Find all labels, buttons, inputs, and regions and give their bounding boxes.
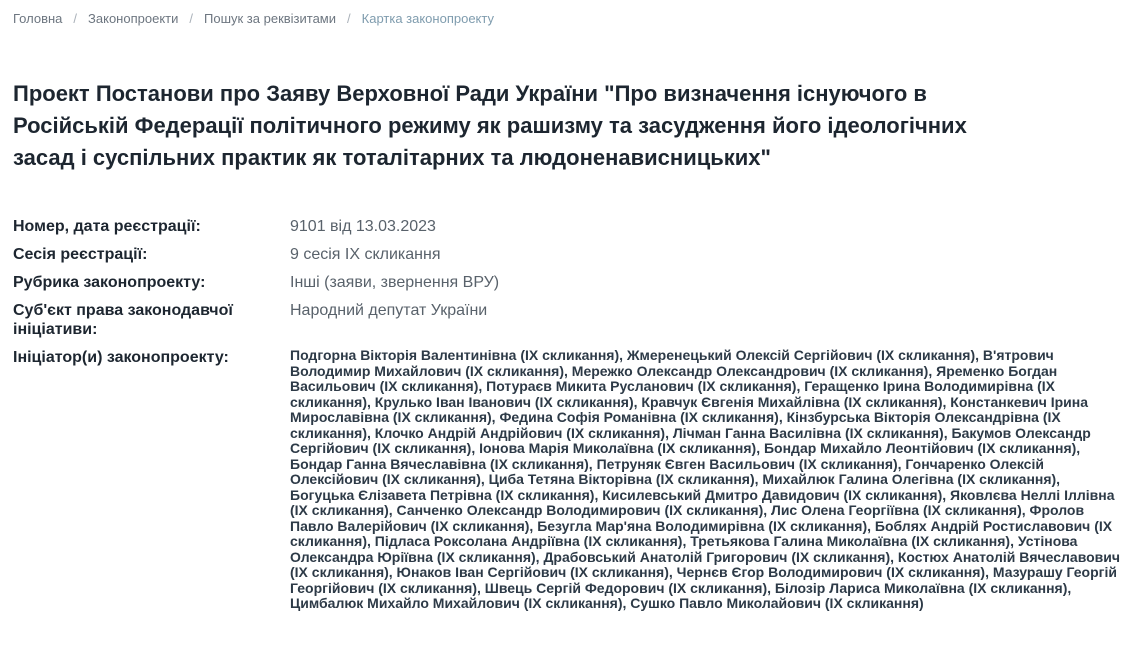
field-label: Номер, дата реєстрації: bbox=[13, 218, 201, 235]
breadcrumb-item: Картка законопроекту bbox=[361, 11, 494, 26]
field-row bbox=[13, 273, 1122, 292]
field-value: 9101 від 13.03.2023 bbox=[290, 218, 436, 235]
breadcrumb-item[interactable]: Законопроекти bbox=[88, 11, 179, 26]
bill-details bbox=[13, 217, 1122, 612]
field-value: Інші (заяви, звернення ВРУ) bbox=[290, 274, 500, 291]
page-title: Проект Постанови про Заяву Верховної Ради України "Про визначення існуючого в Російській Федерації політичного режиму як рашизму та засудження його ідеологічних засад і суспільних практик як тоталітарних та людоненависницьких" bbox=[13, 81, 967, 170]
breadcrumb-separator: / bbox=[73, 11, 78, 26]
field-row bbox=[13, 217, 1122, 236]
field-row bbox=[13, 245, 1122, 264]
breadcrumb-separator: / bbox=[347, 11, 351, 26]
field-value: 9 сесія IX скликання bbox=[290, 246, 441, 263]
breadcrumb-item[interactable]: Головна bbox=[13, 11, 63, 26]
field-row bbox=[13, 301, 1122, 339]
field-row bbox=[13, 348, 1122, 612]
field-value: Народний депутат України bbox=[290, 302, 488, 319]
initiators-value: Подгорна Вікторія Валентинівна (IX скликання), Жмеренецький Олексій Сергійович (IX скликання), В'ятрович Володимир Михайлович (IX скликання), Мережко Олександр Олександрович (IX скликання), Яременко Богдан Васильович (IX скликання), Потураєв Микита Русланович (IX скликання), Геращенко Ірина Володимирівна (IX скликання), Крулько Іван Іванович (IX скликання), Кравчук Євгенія Михайлівна (IX скликання), Констанкевич Ірина Мирославівна (IX скликання), Федина Софія Романівна (IX скликання), Кінзбурська Вікторія Олександрівна (IX скликання), Клочко Андрій Андрійович (IX скликання), Лічман Ганна Василівна (IX скликання), Бакумов Олександр Сергійович (IX скликання), Іонова Марія Миколаївна (IX скликання), Бондар Михайло Леонтійович (IX скликання), Бондар Ганна Вячеславівна (IX скликання), Петруняк Євген Васильович (IX скликання), Гончаренко Олексій Олексійович (IX скликання), Циба Тетяна Вікторівна (IX скликання), Михайлюк Галина Олегівна (IX скликання), Богуцька Єлізавета Петрівна (IX скликання), Кисилевський Дмитро Давидович (IX скликання), Яковлєва Неллі Іллівна (IX скликання), Санченко Олександр Володимирович (IX скликання), Лис Олена Георгіївна (IX скликання), Фролов Павло Валерійович (IX скликання), Безугла Мар'яна Володимирівна (IX скликання), Боблях Андрій Ростиславович (IX скликання), Підласа Роксолана Андріївна (IX скликання), Третьякова Галина Миколаївна (IX скликання), Устінова Олександра Юріївна (IX скликання), Драбовський Анатолій Григорович (IX скликання), Костюх Анатолій Вячеславович (IX скликання), Юнаков Іван Сергійович (IX скликання), Чернєв Єгор Володимирович (IX скликання), Мазурашу Георгій Георгійович (IX скликання), Швець Сергій Федорович (IX скликання), Білозір Лариса Миколаївна (IX скликання), Цимбалюк Михайло Михайлович (IX скликання), Сушко Павло Миколайович (IX скликання) bbox=[290, 347, 1121, 611]
field-label: Сесія реєстрації: bbox=[13, 246, 148, 263]
field-label: Суб'єкт права законодавчої ініціативи: bbox=[13, 302, 233, 338]
field-label: Рубрика законопроекту: bbox=[13, 274, 206, 291]
breadcrumb-item[interactable]: Пошук за реквізитами bbox=[204, 11, 337, 26]
field-label: Ініціатор(и) законопроекту: bbox=[13, 349, 229, 366]
breadcrumb-separator: / bbox=[189, 11, 193, 26]
breadcrumb bbox=[13, 9, 1122, 27]
